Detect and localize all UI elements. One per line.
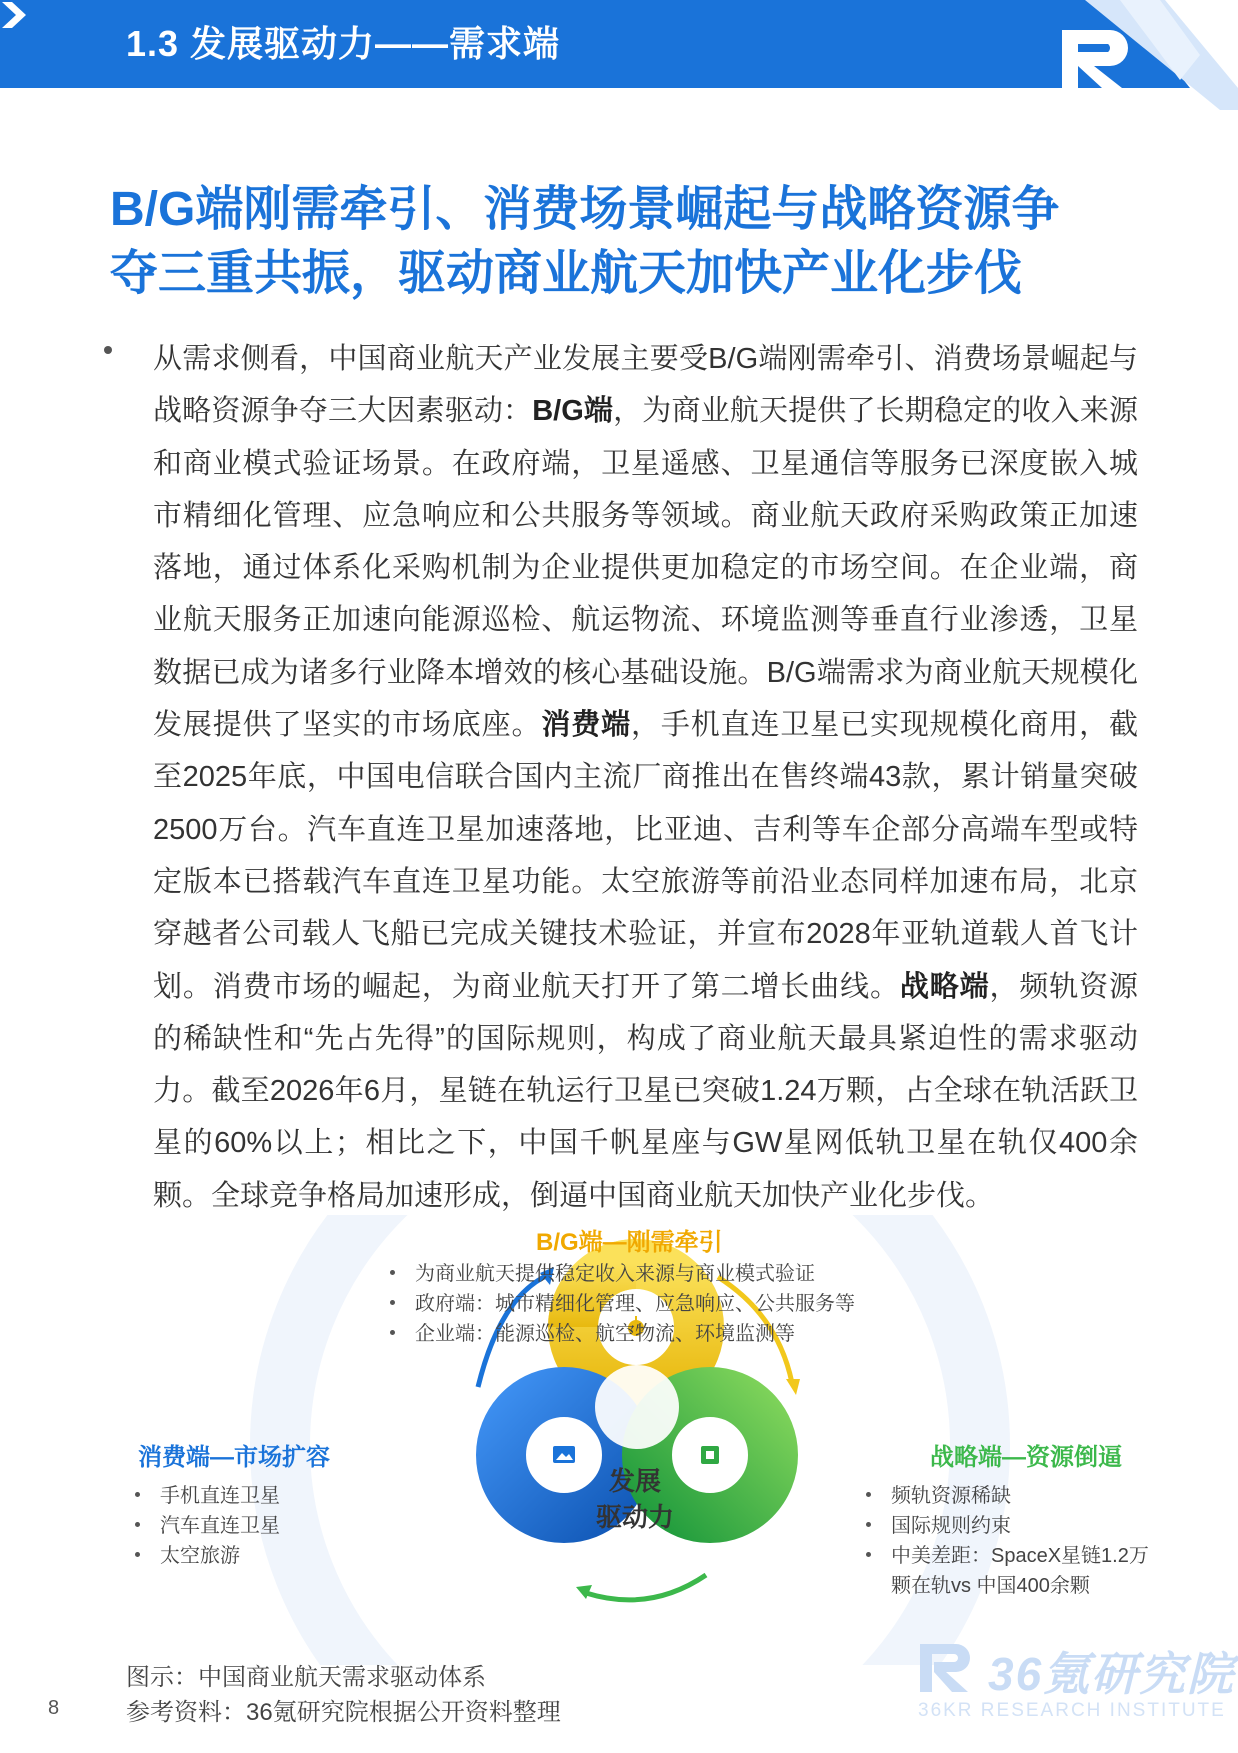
top-group-title: B/G端—刚需牵引 bbox=[536, 1229, 723, 1256]
source-note: 参考资料：36氪研究院根据公开资料整理 bbox=[126, 1699, 561, 1726]
top-item-3: 企业端：能源巡检、航空物流、环境监测等 bbox=[390, 1319, 795, 1349]
center-label-line-1: 发展 bbox=[608, 1466, 661, 1496]
body-paragraph bbox=[153, 333, 1138, 1222]
body-text-4: ，频轨资源的稀缺性和“先占先得”的国际规则，构成了商业航天最具紧迫性的需求驱动力。截至2026年6月，星链在轨运行卫星已突破1.24万颗，占全球在轨活跃卫星的60%以上；相比之下，中国千帆星座与GW星网低轨卫星在轨仅400余颗。全球竞争格局加速形成，倒逼中国商业航天加快产业化步伐。 bbox=[153, 970, 1138, 1212]
watermark-logo-icon bbox=[918, 1640, 978, 1696]
right-item-2: 国际规则约束 bbox=[866, 1511, 1011, 1541]
chip-icon bbox=[701, 1446, 719, 1464]
body-text-1: 从需求侧看，中国商业航天产业发展主要受B/G端刚需牵引、消费场景崛起与战略资源争夺三大因素驱动： bbox=[153, 343, 1138, 428]
watermark-subtext: 36KR RESEARCH INSTITUTE bbox=[918, 1700, 1226, 1721]
body-bold-bg: B/G端 bbox=[532, 395, 614, 428]
body-bold-strategic: 战略端 bbox=[899, 970, 990, 1003]
figure-caption: 图示：中国商业航天需求驱动体系 bbox=[126, 1664, 486, 1691]
right-group-title: 战略端—资源倒逼 bbox=[930, 1444, 1122, 1471]
center-label-line-2: 驱动力 bbox=[595, 1502, 674, 1532]
left-item-3: 太空旅游 bbox=[135, 1541, 240, 1571]
left-group-title: 消费端—市场扩容 bbox=[138, 1444, 330, 1471]
bullet-dot bbox=[104, 346, 112, 354]
body-text-2: ，为商业航天提供了长期稳定的收入来源和商业模式验证场景。在政府端，卫星遥感、卫星通信等服务已深度嵌入城市精细化管理、应急响应和公共服务等领域。商业航天政府采购政策正加速落地，通过体系化采购机制为企业提供更加稳定的市场空间。在企业端，商业航天服务正加速向能源巡检、航运物流、环境监测等垂直行业渗透，卫星数据已成为诸多行业降本增效的核心基础设施。B/G端需求为商业航天规模化发展提供了坚实的市场底座。 bbox=[153, 395, 1138, 742]
arrow-bottom-left bbox=[586, 1575, 706, 1600]
header-band bbox=[0, 0, 1238, 88]
left-item-1: 手机直连卫星 bbox=[135, 1481, 280, 1511]
right-item-3: 中美差距：SpaceX星链1.2万 bbox=[866, 1541, 1149, 1571]
center-label bbox=[585, 1463, 685, 1535]
right-item-3-cont: 颗在轨vs 中国400余颗 bbox=[891, 1575, 1090, 1597]
left-item-2: 汽车直连卫星 bbox=[135, 1511, 280, 1541]
section-title: 1.3 发展驱动力——需求端 bbox=[126, 23, 561, 64]
page-heading bbox=[110, 178, 1170, 306]
top-item-1: 为商业航天提供稳定收入来源与商业模式验证 bbox=[390, 1259, 815, 1289]
body-bold-consumer: 消费端 bbox=[541, 709, 631, 742]
right-item-1: 频轨资源稀缺 bbox=[866, 1481, 1011, 1511]
heading-line-2: 夺三重共振，驱动商业航天加快产业化步伐 bbox=[110, 247, 1023, 300]
body-text-3: ，手机直连卫星已实现规模化商用，截至2025年底，中国电信联合国内主流厂商推出在售终端43款，累计销量突破2500万台。汽车直连卫星加速落地，比亚迪、吉利等车企部分高端车型或特定版本已搭载汽车直连卫星功能。太空旅游等前沿业态同样加速布局，北京穿越者公司载人飞船已完成关键技术验证，并宣布2028年亚轨道载人首飞计划。消费市场的崛起，为商业航天打开了第二增长曲线。 bbox=[153, 709, 1138, 1003]
top-item-2: 政府端：城市精细化管理、应急响应、公共服务等 bbox=[390, 1289, 855, 1319]
page-number: 8 bbox=[48, 1697, 60, 1719]
heading-line-1: B/G端刚需牵引、消费场景崛起与战略资源争 bbox=[110, 183, 1060, 236]
watermark-text: 36氪研究院 bbox=[988, 1648, 1236, 1700]
image-icon bbox=[553, 1446, 575, 1463]
chevron-right-icon bbox=[0, 0, 28, 30]
